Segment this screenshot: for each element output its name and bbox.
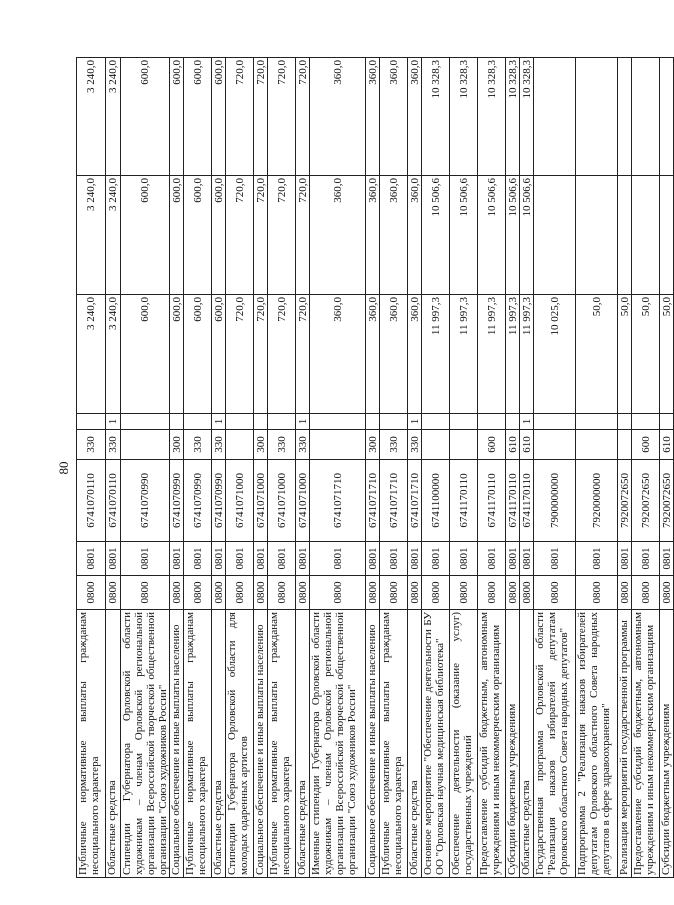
amount-year-1: 600,0 bbox=[170, 295, 184, 414]
subsection-code: 0801 bbox=[478, 542, 506, 576]
funding-source-mark: 1 bbox=[296, 414, 310, 430]
table-row bbox=[310, 58, 366, 878]
table-row bbox=[254, 58, 268, 878]
amount-year-2 bbox=[618, 176, 632, 295]
funding-source-mark bbox=[660, 414, 674, 430]
subsection-code: 0801 bbox=[576, 542, 618, 576]
amount-year-1: 360,0 bbox=[366, 295, 380, 414]
amount-year-2: 720,0 bbox=[268, 176, 296, 295]
amount-year-3: 720,0 bbox=[254, 58, 268, 176]
row-name: Областные средства bbox=[408, 610, 422, 878]
subsection-code: 0801 bbox=[296, 542, 310, 576]
row-name: Основное мероприятие "Обеспечение деятельности БУ ОО "Орловская научная медицинская библиотека" bbox=[422, 610, 450, 878]
target-article-code: 6741070990 bbox=[212, 460, 226, 542]
amount-year-3: 10 328,3 bbox=[520, 58, 534, 176]
funding-source-mark: 1 bbox=[212, 414, 226, 430]
table-row bbox=[296, 58, 310, 878]
amount-year-1: 360,0 bbox=[408, 295, 422, 414]
expense-type-code bbox=[618, 430, 632, 460]
expense-type-code bbox=[310, 430, 366, 460]
table-row bbox=[618, 58, 632, 878]
amount-year-3: 360,0 bbox=[408, 58, 422, 176]
row-name: Государственная программа Орловской области "Реализация наказов избирателей депутатам Орловского областного Совета народных депутатов" bbox=[534, 610, 576, 878]
table-row bbox=[660, 58, 674, 878]
table-row bbox=[422, 58, 450, 878]
funding-source-mark bbox=[170, 414, 184, 430]
amount-year-1: 50,0 bbox=[632, 295, 660, 414]
amount-year-3: 600,0 bbox=[184, 58, 212, 176]
amount-year-1: 720,0 bbox=[268, 295, 296, 414]
amount-year-3: 10 328,3 bbox=[450, 58, 478, 176]
subsection-code: 0801 bbox=[534, 542, 576, 576]
expense-type-code: 330 bbox=[268, 430, 296, 460]
expense-type-code bbox=[422, 430, 450, 460]
row-name: Социальное обеспечение и иные выплаты населению bbox=[254, 610, 268, 878]
subsection-code: 0801 bbox=[254, 542, 268, 576]
expense-type-code: 610 bbox=[660, 430, 674, 460]
amount-year-3: 600,0 bbox=[170, 58, 184, 176]
amount-year-2: 10 506,6 bbox=[450, 176, 478, 295]
amount-year-2: 3 240,0 bbox=[106, 176, 121, 295]
target-article-code: 7920072650 bbox=[660, 460, 674, 542]
subsection-code: 0801 bbox=[170, 542, 184, 576]
row-name: Субсидии бюджетным учреждениям bbox=[506, 610, 520, 878]
subsection-code: 0801 bbox=[121, 542, 170, 576]
target-article-code: 6741170110 bbox=[506, 460, 520, 542]
amount-year-2: 600,0 bbox=[212, 176, 226, 295]
section-code: 0800 bbox=[520, 576, 534, 610]
amount-year-1: 50,0 bbox=[576, 295, 618, 414]
funding-source-mark bbox=[310, 414, 366, 430]
target-article-code: 6741070110 bbox=[77, 460, 106, 542]
target-article-code: 6741070990 bbox=[184, 460, 212, 542]
expense-type-code: 600 bbox=[478, 430, 506, 460]
target-article-code: 6741071710 bbox=[366, 460, 380, 542]
amount-year-1: 10 025,0 bbox=[534, 295, 576, 414]
row-name: Областные средства bbox=[520, 610, 534, 878]
table-row bbox=[632, 58, 660, 878]
table-row bbox=[184, 58, 212, 878]
table-row bbox=[226, 58, 254, 878]
funding-source-mark: 1 bbox=[520, 414, 534, 430]
row-name: Обеспечение деятельности (оказание услуг) государственных учреждений bbox=[450, 610, 478, 878]
table-row bbox=[170, 58, 184, 878]
funding-source-mark bbox=[534, 414, 576, 430]
amount-year-3 bbox=[618, 58, 632, 176]
funding-source-mark bbox=[576, 414, 618, 430]
row-name: Областные средства bbox=[212, 610, 226, 878]
section-code: 0800 bbox=[450, 576, 478, 610]
subsection-code: 0801 bbox=[212, 542, 226, 576]
table-row bbox=[408, 58, 422, 878]
amount-year-1: 600,0 bbox=[121, 295, 170, 414]
section-code: 0800 bbox=[268, 576, 296, 610]
subsection-code: 0801 bbox=[422, 542, 450, 576]
amount-year-3 bbox=[534, 58, 576, 176]
table-row bbox=[77, 58, 106, 878]
target-article-code: 6741071710 bbox=[310, 460, 366, 542]
budget-table bbox=[76, 57, 674, 878]
expense-type-code: 330 bbox=[380, 430, 408, 460]
target-article-code: 6741071000 bbox=[296, 460, 310, 542]
expense-type-code: 330 bbox=[408, 430, 422, 460]
table-row bbox=[268, 58, 296, 878]
subsection-code: 0801 bbox=[660, 542, 674, 576]
target-article-code: 6741071000 bbox=[226, 460, 254, 542]
row-name: Именные стипендии Губернатора Орловской области художникам – членам Орловской региональной организации Всероссийской творческой общественной организации "Союз художников России" bbox=[310, 610, 366, 878]
amount-year-1: 11 997,3 bbox=[450, 295, 478, 414]
amount-year-3: 3 240,0 bbox=[106, 58, 121, 176]
target-article-code: 6741071000 bbox=[268, 460, 296, 542]
amount-year-3: 360,0 bbox=[366, 58, 380, 176]
funding-source-mark bbox=[254, 414, 268, 430]
amount-year-1: 600,0 bbox=[184, 295, 212, 414]
amount-year-3: 10 328,3 bbox=[506, 58, 520, 176]
funding-source-mark bbox=[632, 414, 660, 430]
row-name: Предоставление субсидий бюджетным, автономным учреждениям и иным некоммерческим организациям bbox=[632, 610, 660, 878]
amount-year-2: 600,0 bbox=[121, 176, 170, 295]
table-row bbox=[106, 58, 121, 878]
amount-year-1: 720,0 bbox=[226, 295, 254, 414]
expense-type-code: 330 bbox=[106, 430, 121, 460]
table-row bbox=[366, 58, 380, 878]
amount-year-2: 360,0 bbox=[310, 176, 366, 295]
rotated-page bbox=[52, 58, 673, 878]
amount-year-3: 720,0 bbox=[226, 58, 254, 176]
row-name: Публичные нормативные выплаты гражданам несоциального характера bbox=[380, 610, 408, 878]
funding-source-mark bbox=[450, 414, 478, 430]
target-article-code: 7920000000 bbox=[576, 460, 618, 542]
subsection-code: 0801 bbox=[520, 542, 534, 576]
subsection-code: 0801 bbox=[618, 542, 632, 576]
amount-year-2 bbox=[576, 176, 618, 295]
section-code: 0800 bbox=[408, 576, 422, 610]
table-row bbox=[212, 58, 226, 878]
expense-type-code: 300 bbox=[254, 430, 268, 460]
target-article-code: 6741170110 bbox=[520, 460, 534, 542]
expense-type-code: 610 bbox=[506, 430, 520, 460]
subsection-code: 0801 bbox=[366, 542, 380, 576]
amount-year-3: 3 240,0 bbox=[77, 58, 106, 176]
target-article-code: 6741071000 bbox=[254, 460, 268, 542]
amount-year-2: 720,0 bbox=[296, 176, 310, 295]
target-article-code: 6741100000 bbox=[422, 460, 450, 542]
section-code: 0800 bbox=[121, 576, 170, 610]
subsection-code: 0801 bbox=[77, 542, 106, 576]
target-article-code: 7920072650 bbox=[618, 460, 632, 542]
expense-type-code: 330 bbox=[296, 430, 310, 460]
amount-year-2: 3 240,0 bbox=[77, 176, 106, 295]
amount-year-2: 360,0 bbox=[380, 176, 408, 295]
amount-year-3: 720,0 bbox=[268, 58, 296, 176]
section-code: 0800 bbox=[226, 576, 254, 610]
row-name: Подпрограмма 2 "Реализация наказов избирателей депутатам Орловского областного Совета народных депутатов в сфере здравоохранения" bbox=[576, 610, 618, 878]
section-code: 0800 bbox=[422, 576, 450, 610]
amount-year-1: 11 997,3 bbox=[520, 295, 534, 414]
amount-year-3: 10 328,3 bbox=[422, 58, 450, 176]
expense-type-code: 600 bbox=[632, 430, 660, 460]
amount-year-1: 50,0 bbox=[618, 295, 632, 414]
amount-year-2: 720,0 bbox=[254, 176, 268, 295]
row-name: Стипендии Губернатора Орловской области художникам – членам Орловской региональной организации Всероссийской творческой общественной организации "Союз художников России" bbox=[121, 610, 170, 878]
section-code: 0800 bbox=[184, 576, 212, 610]
amount-year-3: 600,0 bbox=[121, 58, 170, 176]
row-name: Социальное обеспечение и иные выплаты населению bbox=[366, 610, 380, 878]
table-row bbox=[576, 58, 618, 878]
row-name: Публичные нормативные выплаты гражданам несоциального характера bbox=[77, 610, 106, 878]
subsection-code: 0801 bbox=[506, 542, 520, 576]
row-name: Областные средства bbox=[296, 610, 310, 878]
expense-type-code: 330 bbox=[212, 430, 226, 460]
section-code: 0800 bbox=[380, 576, 408, 610]
amount-year-2: 600,0 bbox=[170, 176, 184, 295]
amount-year-1: 3 240,0 bbox=[106, 295, 121, 414]
expense-type-code bbox=[450, 430, 478, 460]
funding-source-mark bbox=[268, 414, 296, 430]
row-name: Реализация мероприятий государственной программы bbox=[618, 610, 632, 878]
amount-year-1: 11 997,3 bbox=[478, 295, 506, 414]
funding-source-mark bbox=[478, 414, 506, 430]
subsection-code: 0801 bbox=[380, 542, 408, 576]
expense-type-code: 300 bbox=[170, 430, 184, 460]
subsection-code: 0801 bbox=[632, 542, 660, 576]
amount-year-1: 360,0 bbox=[310, 295, 366, 414]
amount-year-2: 360,0 bbox=[408, 176, 422, 295]
funding-source-mark bbox=[380, 414, 408, 430]
table-row bbox=[121, 58, 170, 878]
subsection-code: 0801 bbox=[310, 542, 366, 576]
amount-year-1: 720,0 bbox=[296, 295, 310, 414]
page-number: 80 bbox=[56, 461, 71, 475]
amount-year-3: 360,0 bbox=[310, 58, 366, 176]
row-name: Предоставление субсидий бюджетным, автономным учреждениям и иным некоммерческим организациям bbox=[478, 610, 506, 878]
row-name: Публичные нормативные выплаты гражданам несоциального характера bbox=[268, 610, 296, 878]
expense-type-code: 610 bbox=[520, 430, 534, 460]
subsection-code: 0801 bbox=[450, 542, 478, 576]
funding-source-mark bbox=[77, 414, 106, 430]
section-code: 0800 bbox=[576, 576, 618, 610]
row-name: Публичные нормативные выплаты гражданам несоциального характера bbox=[184, 610, 212, 878]
table-row bbox=[520, 58, 534, 878]
section-code: 0800 bbox=[254, 576, 268, 610]
amount-year-1: 11 997,3 bbox=[422, 295, 450, 414]
subsection-code: 0801 bbox=[184, 542, 212, 576]
funding-source-mark: 1 bbox=[106, 414, 121, 430]
amount-year-1: 600,0 bbox=[212, 295, 226, 414]
amount-year-1: 720,0 bbox=[254, 295, 268, 414]
section-code: 0800 bbox=[170, 576, 184, 610]
expense-type-code bbox=[534, 430, 576, 460]
amount-year-3: 10 328,3 bbox=[478, 58, 506, 176]
section-code: 0800 bbox=[296, 576, 310, 610]
amount-year-2: 10 506,6 bbox=[422, 176, 450, 295]
target-article-code: 6741070110 bbox=[106, 460, 121, 542]
subsection-code: 0801 bbox=[408, 542, 422, 576]
table-row bbox=[506, 58, 520, 878]
funding-source-mark bbox=[121, 414, 170, 430]
target-article-code: 7920072650 bbox=[632, 460, 660, 542]
amount-year-3: 720,0 bbox=[296, 58, 310, 176]
funding-source-mark bbox=[618, 414, 632, 430]
amount-year-3: 360,0 bbox=[380, 58, 408, 176]
row-name: Социальное обеспечение и иные выплаты населению bbox=[170, 610, 184, 878]
target-article-code: 6741071710 bbox=[408, 460, 422, 542]
funding-source-mark bbox=[184, 414, 212, 430]
table-row bbox=[534, 58, 576, 878]
row-name: Субсидии бюджетным учреждениям bbox=[660, 610, 674, 878]
section-code: 0800 bbox=[534, 576, 576, 610]
amount-year-1: 50,0 bbox=[660, 295, 674, 414]
funding-source-mark bbox=[506, 414, 520, 430]
amount-year-3 bbox=[576, 58, 618, 176]
section-code: 0800 bbox=[478, 576, 506, 610]
funding-source-mark bbox=[366, 414, 380, 430]
target-article-code: 6741170110 bbox=[478, 460, 506, 542]
expense-type-code: 330 bbox=[184, 430, 212, 460]
expense-type-code bbox=[121, 430, 170, 460]
section-code: 0800 bbox=[366, 576, 380, 610]
section-code: 0800 bbox=[660, 576, 674, 610]
section-code: 0800 bbox=[106, 576, 121, 610]
funding-source-mark: 1 bbox=[408, 414, 422, 430]
target-article-code: 7900000000 bbox=[534, 460, 576, 542]
expense-type-code bbox=[576, 430, 618, 460]
expense-type-code bbox=[226, 430, 254, 460]
table-row bbox=[478, 58, 506, 878]
section-code: 0800 bbox=[632, 576, 660, 610]
section-code: 0800 bbox=[310, 576, 366, 610]
amount-year-2: 10 506,6 bbox=[506, 176, 520, 295]
funding-source-mark bbox=[422, 414, 450, 430]
section-code: 0800 bbox=[212, 576, 226, 610]
amount-year-2: 600,0 bbox=[184, 176, 212, 295]
amount-year-3 bbox=[632, 58, 660, 176]
row-name: Стипендии Губернатора Орловской области для молодых одаренных артистов bbox=[226, 610, 254, 878]
expense-type-code: 300 bbox=[366, 430, 380, 460]
amount-year-2: 360,0 bbox=[366, 176, 380, 295]
subsection-code: 0801 bbox=[106, 542, 121, 576]
target-article-code: 6741070990 bbox=[170, 460, 184, 542]
subsection-code: 0801 bbox=[268, 542, 296, 576]
table-row bbox=[450, 58, 478, 878]
row-name: Областные средства bbox=[106, 610, 121, 878]
section-code: 0800 bbox=[618, 576, 632, 610]
amount-year-1: 360,0 bbox=[380, 295, 408, 414]
amount-year-2: 10 506,6 bbox=[520, 176, 534, 295]
amount-year-2 bbox=[534, 176, 576, 295]
amount-year-2: 10 506,6 bbox=[478, 176, 506, 295]
section-code: 0800 bbox=[77, 576, 106, 610]
subsection-code: 0801 bbox=[226, 542, 254, 576]
amount-year-1: 11 997,3 bbox=[506, 295, 520, 414]
funding-source-mark bbox=[226, 414, 254, 430]
table-row bbox=[380, 58, 408, 878]
expense-type-code: 330 bbox=[77, 430, 106, 460]
amount-year-2: 720,0 bbox=[226, 176, 254, 295]
amount-year-2 bbox=[660, 176, 674, 295]
amount-year-3 bbox=[660, 58, 674, 176]
section-code: 0800 bbox=[506, 576, 520, 610]
target-article-code: 6741070990 bbox=[121, 460, 170, 542]
amount-year-1: 3 240,0 bbox=[77, 295, 106, 414]
target-article-code: 6741170110 bbox=[450, 460, 478, 542]
target-article-code: 6741071710 bbox=[380, 460, 408, 542]
amount-year-2 bbox=[632, 176, 660, 295]
amount-year-3: 600,0 bbox=[212, 58, 226, 176]
